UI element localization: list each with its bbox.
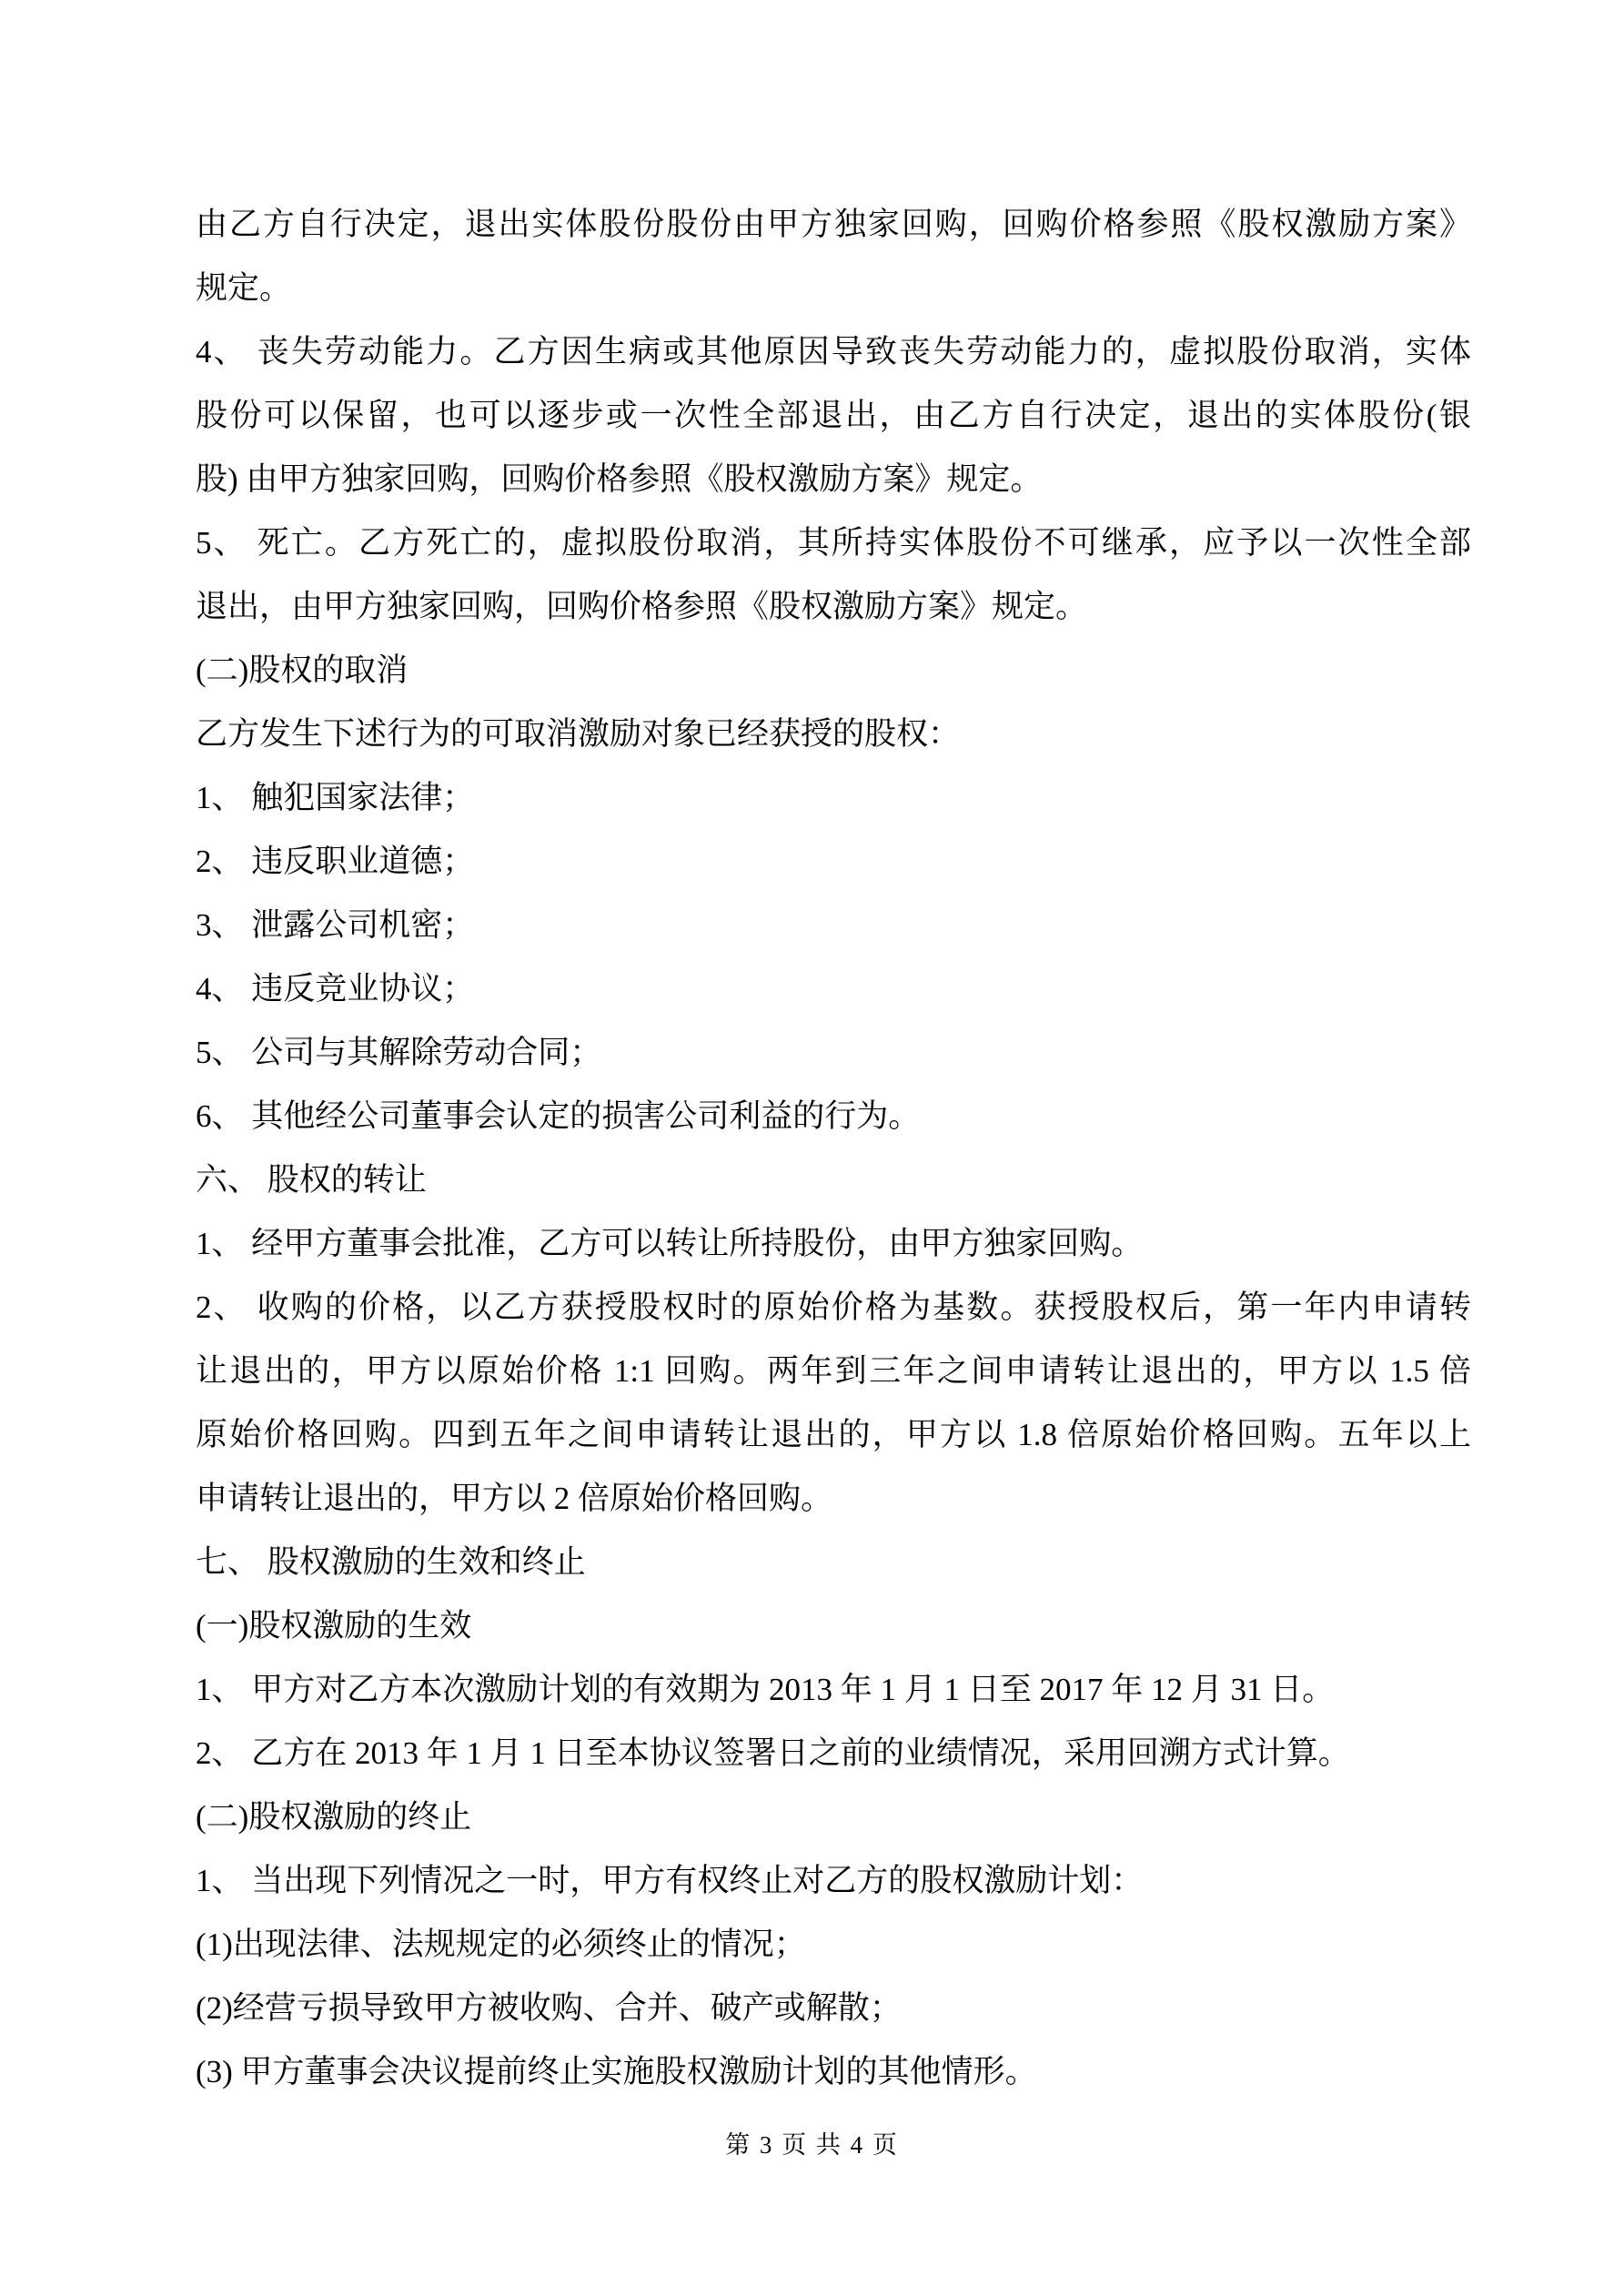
document-line: (二)股权的取消 bbox=[196, 652, 409, 688]
document-line: 2、 收购的价格，以乙方获授股权时的原始价格为基数。获授股权后，第一年内申请转 bbox=[196, 1290, 1471, 1325]
document-line: 1、 当出现下列情况之一时，甲方有权终止对乙方的股权激励计划： bbox=[196, 1863, 1144, 1898]
document-body bbox=[196, 193, 1471, 2104]
document-line: 股) 由甲方独家回购，回购价格参照《股权激励方案》规定。 bbox=[196, 461, 1043, 497]
document-line: 退出，由甲方独家回购，回购价格参照《股权激励方案》规定。 bbox=[196, 589, 1088, 624]
page-number-footer: 第 3 页 共 4 页 bbox=[725, 2131, 899, 2159]
document-line: 4、 丧失劳动能力。乙方因生病或其他原因导致丧失劳动能力的，虚拟股份取消，实体 bbox=[196, 334, 1471, 369]
document-line: 4、 违反竞业协议； bbox=[196, 971, 475, 1006]
document-line: 6、 其他经公司董事会认定的损害公司利益的行为。 bbox=[196, 1098, 921, 1134]
document-line: (二)股权激励的终止 bbox=[196, 1799, 472, 1835]
document-line: 1、 经甲方董事会批准，乙方可以转让所持股份，由甲方独家回购。 bbox=[196, 1226, 1144, 1261]
document-line: 2、 违反职业道德； bbox=[196, 844, 475, 879]
document-line: (1)出现法律、法规规定的必须终止的情况； bbox=[196, 1927, 806, 1962]
document-line: 1、 触犯国家法律； bbox=[196, 780, 475, 815]
document-line: (3) 甲方董事会决议提前终止实施股权激励计划的其他情形。 bbox=[196, 2054, 1037, 2089]
document-line: 1、 甲方对乙方本次激励计划的有效期为 2013 年 1 月 1 日至 2017 年 12 月 31 日。 bbox=[196, 1672, 1335, 1707]
document-line: 5、 死亡。乙方死亡的，虚拟股份取消，其所持实体股份不可继承，应予以一次性全部 bbox=[196, 525, 1471, 561]
document-line: 原始价格回购。四到五年之间申请转让退出的，甲方以 1.8 倍原始价格回购。五年以上 bbox=[196, 1417, 1471, 1452]
document-line: 3、 泄露公司机密； bbox=[196, 907, 475, 943]
document-line: (一)股权激励的生效 bbox=[196, 1608, 472, 1644]
document-line: 规定。 bbox=[196, 270, 292, 306]
document-line: 申请转让退出的，甲方以 2 倍原始价格回购。 bbox=[196, 1481, 833, 1516]
document-line: 乙方发生下述行为的可取消激励对象已经获授的股权： bbox=[196, 716, 961, 752]
document-line: 5、 公司与其解除劳动合同； bbox=[196, 1035, 602, 1070]
document-line: 六、 股权的转让 bbox=[196, 1162, 427, 1198]
document-line: 股份可以保留，也可以逐步或一次性全部退出，由乙方自行决定，退出的实体股份(银 bbox=[196, 398, 1471, 433]
document-line: 2、 乙方在 2013 年 1 月 1 日至本协议签署日之前的业绩情况，采用回溯方式计算。 bbox=[196, 1735, 1350, 1771]
document-line: (2)经营亏损导致甲方被收购、合并、破产或解散； bbox=[196, 1990, 902, 2026]
document-line: 由乙方自行决定，退出实体股份股份由甲方独家回购，回购价格参照《股权激励方案》 bbox=[196, 207, 1471, 242]
document-line: 七、 股权激励的生效和终止 bbox=[196, 1544, 586, 1580]
document-line: 让退出的，甲方以原始价格 1:1 回购。两年到三年之间申请转让退出的，甲方以 1.5 倍 bbox=[196, 1353, 1471, 1389]
